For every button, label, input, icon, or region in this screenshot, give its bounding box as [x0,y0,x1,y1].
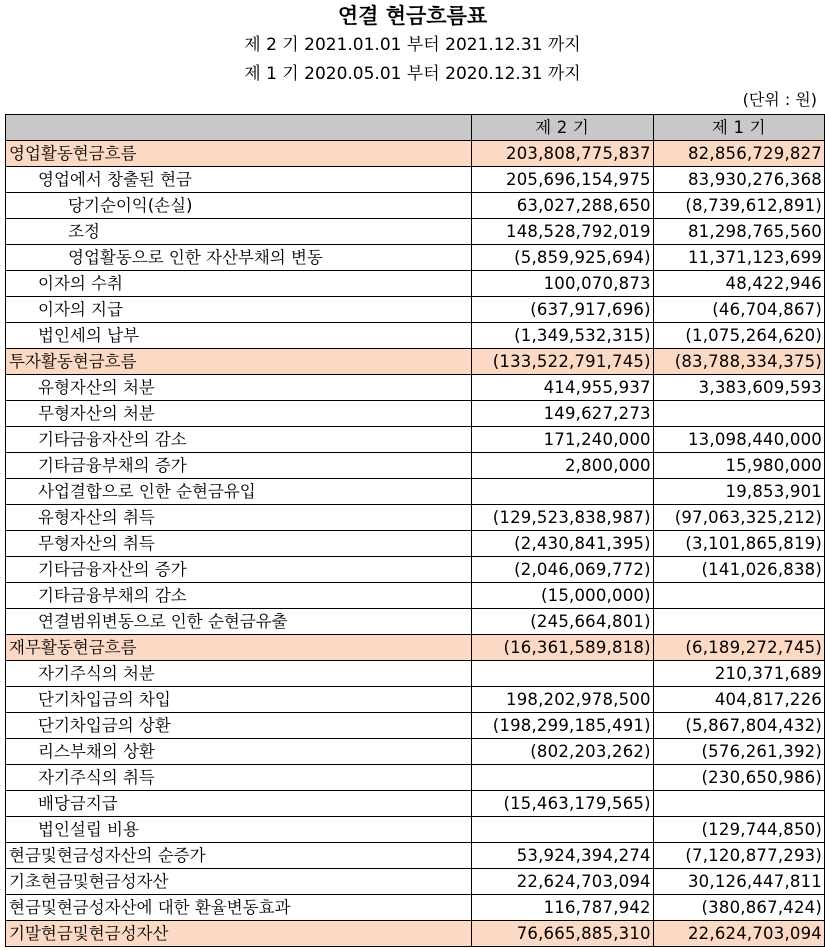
row-label: 영업활동으로 인한 자산부채의 변동 [6,245,472,271]
table-row [6,167,825,193]
value-current-period: (637,917,696) [471,297,653,323]
table-row [6,921,825,947]
table-row [6,271,825,297]
value-current-period: (5,859,925,694) [471,245,653,271]
table-row [6,531,825,557]
value-prior-period: 81,298,765,560 [653,219,824,245]
table-row [6,505,825,531]
row-label: 이자의 수취 [6,271,472,297]
table-row [6,843,825,869]
value-current-period: 76,665,885,310 [471,921,653,947]
value-current-period: (16,361,589,818) [471,635,653,661]
row-label: 기초현금및현금성자산 [6,869,472,895]
value-prior-period: (141,026,838) [653,557,824,583]
value-prior-period: 82,856,729,827 [653,141,824,167]
value-prior-period: (46,704,867) [653,297,824,323]
statement-title: 연결 현금흐름표 [337,3,488,28]
value-prior-period: 11,371,123,699 [653,245,824,271]
value-current-period [471,765,653,791]
table-row [6,635,825,661]
table-row [6,141,825,167]
row-label: 사업결합으로 인한 순현금유입 [6,479,472,505]
value-prior-period: 22,624,703,094 [653,921,824,947]
value-current-period: 22,624,703,094 [471,869,653,895]
table-row [6,427,825,453]
value-current-period: (15,463,179,565) [471,791,653,817]
row-label: 조정 [6,219,472,245]
table-row [6,453,825,479]
table-row [6,193,825,219]
row-label: 자기주식의 취득 [6,765,472,791]
value-current-period: 414,955,937 [471,375,653,401]
table-row [6,869,825,895]
row-label: 유형자산의 처분 [6,375,472,401]
row-label: 현금및현금성자산에 대한 환율변동효과 [6,895,472,921]
value-current-period: (2,430,841,395) [471,531,653,557]
value-prior-period: 15,980,000 [653,453,824,479]
row-label: 법인설립 비용 [6,817,472,843]
table-row [6,297,825,323]
row-label: 기타금융부채의 증가 [6,453,472,479]
value-current-period: (802,203,262) [471,739,653,765]
value-prior-period: (129,744,850) [653,817,824,843]
value-current-period: (2,046,069,772) [471,557,653,583]
value-prior-period: (6,189,272,745) [653,635,824,661]
period-prior: 제 1 기 2020.05.01 부터 2020.12.31 까지 [244,64,581,84]
cash-flow-table [5,114,825,947]
table-row [6,661,825,687]
row-label: 이자의 지급 [6,297,472,323]
row-label: 단기차입금의 차입 [6,687,472,713]
value-current-period: (198,299,185,491) [471,713,653,739]
value-current-period: (245,664,801) [471,609,653,635]
value-prior-period: (380,867,424) [653,895,824,921]
row-label: 당기순이익(손실) [6,193,472,219]
table-row [6,557,825,583]
value-prior-period: 83,930,276,368 [653,167,824,193]
value-current-period: 100,070,873 [471,271,653,297]
row-label: 현금및현금성자산의 순증가 [6,843,472,869]
value-prior-period: (8,739,612,891) [653,193,824,219]
value-prior-period [653,583,824,609]
value-prior-period: 30,126,447,811 [653,869,824,895]
row-label: 영업에서 창출된 현금 [6,167,472,193]
value-prior-period: (576,261,392) [653,739,824,765]
value-current-period [471,479,653,505]
value-current-period [471,661,653,687]
value-prior-period [653,401,824,427]
row-label: 자기주식의 처분 [6,661,472,687]
value-current-period [471,817,653,843]
value-current-period: (1,349,532,315) [471,323,653,349]
value-prior-period: 13,098,440,000 [653,427,824,453]
value-prior-period: (83,788,334,375) [653,349,824,375]
value-prior-period [653,791,824,817]
table-row [6,817,825,843]
value-prior-period: (5,867,804,432) [653,713,824,739]
row-label: 기타금융자산의 증가 [6,557,472,583]
row-label: 영업활동현금흐름 [6,141,472,167]
value-prior-period: 3,383,609,593 [653,375,824,401]
value-prior-period: 404,817,226 [653,687,824,713]
table-row [6,375,825,401]
row-label: 배당금지급 [6,791,472,817]
row-label: 유형자산의 취득 [6,505,472,531]
value-prior-period: (97,063,325,212) [653,505,824,531]
table-row [6,479,825,505]
table-row [6,895,825,921]
row-label: 리스부채의 상환 [6,739,472,765]
table-row [6,609,825,635]
table-row [6,245,825,271]
value-prior-period: (7,120,877,293) [653,843,824,869]
table-row [6,349,825,375]
value-current-period: 198,202,978,500 [471,687,653,713]
row-label: 재무활동현금흐름 [6,635,472,661]
row-label: 기말현금및현금성자산 [6,921,472,947]
value-prior-period: (1,075,264,620) [653,323,824,349]
value-current-period: 203,808,775,837 [471,141,653,167]
value-current-period: 2,800,000 [471,453,653,479]
row-label: 투자활동현금흐름 [6,349,472,375]
value-prior-period [653,609,824,635]
value-prior-period: (230,650,986) [653,765,824,791]
table-row [6,765,825,791]
value-prior-period: 19,853,901 [653,479,824,505]
table-row [6,401,825,427]
table-row [6,791,825,817]
unit-label: (단위 : 원) [742,90,817,109]
value-prior-period: (3,101,865,819) [653,531,824,557]
value-current-period: 63,027,288,650 [471,193,653,219]
row-label: 기타금융부채의 감소 [6,583,472,609]
table-row [6,713,825,739]
value-current-period: 116,787,942 [471,895,653,921]
header-current-period: 제 2 기 [471,115,653,141]
period-current: 제 2 기 2021.01.01 부터 2021.12.31 까지 [244,35,581,55]
table-row [6,687,825,713]
table-row [6,583,825,609]
table-row [6,219,825,245]
value-current-period: 205,696,154,975 [471,167,653,193]
row-label: 무형자산의 처분 [6,401,472,427]
row-label: 법인세의 납부 [6,323,472,349]
value-current-period: 149,627,273 [471,401,653,427]
value-current-period: (133,522,791,745) [471,349,653,375]
value-prior-period: 210,371,689 [653,661,824,687]
row-label: 단기차입금의 상환 [6,713,472,739]
table-row [6,323,825,349]
value-current-period: (15,000,000) [471,583,653,609]
value-prior-period: 48,422,946 [653,271,824,297]
value-current-period: (129,523,838,987) [471,505,653,531]
table-row [6,739,825,765]
table-header-row [6,115,825,141]
header-prior-period: 제 1 기 [653,115,824,141]
header-label-cell [6,115,472,141]
row-label: 연결범위변동으로 인한 순현금유출 [6,609,472,635]
row-label: 기타금융자산의 감소 [6,427,472,453]
row-label: 무형자산의 취득 [6,531,472,557]
value-current-period: 53,924,394,274 [471,843,653,869]
value-current-period: 171,240,000 [471,427,653,453]
value-current-period: 148,528,792,019 [471,219,653,245]
